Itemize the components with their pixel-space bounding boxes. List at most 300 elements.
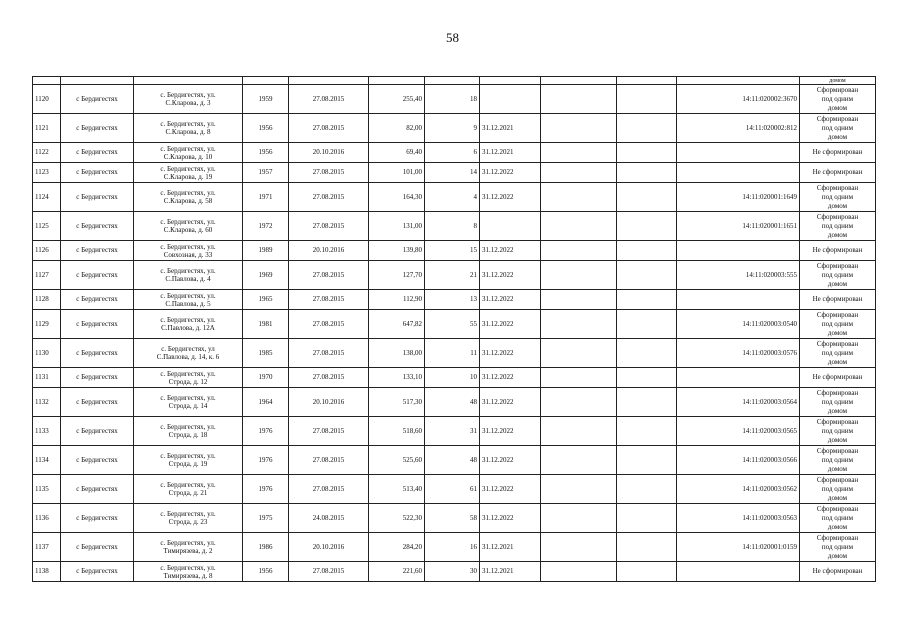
- deadline-cell: 31.12.2022: [480, 163, 541, 183]
- empty-cell: [617, 261, 677, 290]
- status-line: под одним: [821, 348, 854, 357]
- date-cell: 20.10.2016: [289, 143, 369, 163]
- table-cell: [243, 77, 289, 85]
- locality-cell: с Бердигестях: [61, 339, 134, 368]
- address-line: с. Бердигестях, ул.: [160, 120, 216, 128]
- date-cell: 27.08.2015: [289, 368, 369, 388]
- table-row-continued: [33, 77, 876, 85]
- status-line: под одним: [821, 221, 854, 230]
- locality-cell: с Бердигестях: [61, 533, 134, 562]
- address-line: с. Бердигестях, ул.: [160, 539, 216, 547]
- status-line: Сформирован: [816, 212, 859, 221]
- address-line: с. Бердигестях, ул.: [160, 242, 216, 251]
- status-line: Сформирован: [816, 504, 859, 513]
- address-line: Тимирязева, д. 8: [163, 571, 213, 580]
- address-line: Строда, д. 21: [168, 489, 208, 497]
- table-row: [33, 533, 876, 562]
- cadastral-number-cell: 14:11:020003:0566: [677, 446, 800, 475]
- cadastral-number-cell: 14:11:020001:1651: [677, 212, 800, 241]
- status-line: Не сформирован: [812, 567, 863, 575]
- cadastral-number-cell: 14:11:020002:812: [677, 114, 800, 143]
- status-cell: [800, 562, 876, 582]
- area-cell: 221,60: [369, 562, 425, 582]
- status-line: Сформирован: [816, 310, 859, 319]
- row-number-cell: 1127: [33, 261, 61, 290]
- date-cell: 27.08.2015: [289, 114, 369, 143]
- table-row: [33, 368, 876, 388]
- row-number-cell: 1130: [33, 339, 61, 368]
- status-cell: [800, 475, 876, 504]
- empty-cell: [617, 143, 677, 163]
- status-line: Сформирован: [816, 114, 859, 123]
- year-built-cell: 1970: [243, 368, 289, 388]
- status-cell: [800, 212, 876, 241]
- empty-cell: [617, 388, 677, 417]
- area-cell: 522,30: [369, 504, 425, 533]
- row-number-cell: 1131: [33, 368, 61, 388]
- empty-cell: [617, 290, 677, 310]
- empty-cell: [541, 533, 617, 562]
- table-row: [33, 562, 876, 582]
- status-line: домом: [827, 435, 848, 444]
- address-line: Строда, д. 23: [168, 518, 208, 526]
- apartments-cell: 4: [425, 183, 480, 212]
- address-cell: [134, 310, 243, 339]
- status-line: под одним: [821, 426, 854, 435]
- empty-cell: [541, 339, 617, 368]
- address-line: с. Бердигестях, ул.: [160, 189, 216, 197]
- status-line: Сформирован: [816, 388, 859, 397]
- address-cell: [134, 212, 243, 241]
- deadline-cell: 31.12.2022: [480, 475, 541, 504]
- locality-cell: с Бердигестях: [61, 562, 134, 582]
- table-row: [33, 417, 876, 446]
- row-number-cell: 1122: [33, 143, 61, 163]
- locality-cell: с Бердигестях: [61, 85, 134, 114]
- empty-cell: [617, 417, 677, 446]
- apartments-cell: 14: [425, 163, 480, 183]
- housing-register-table: [32, 76, 876, 582]
- address-cell: [134, 143, 243, 163]
- empty-cell: [617, 163, 677, 183]
- empty-cell: [541, 562, 617, 582]
- table-row: [33, 163, 876, 183]
- status-line: под одним: [821, 397, 854, 406]
- date-cell: 27.08.2015: [289, 417, 369, 446]
- table-cell: [480, 77, 541, 85]
- year-built-cell: 1969: [243, 261, 289, 290]
- area-cell: 112,90: [369, 290, 425, 310]
- status-line: домом: [827, 464, 848, 473]
- address-cell: [134, 504, 243, 533]
- area-cell: 139,80: [369, 241, 425, 261]
- address-cell: [134, 339, 243, 368]
- locality-cell: с Бердигестях: [61, 504, 134, 533]
- apartments-cell: 10: [425, 368, 480, 388]
- address-line: С.Кларова, д. 19: [163, 172, 213, 181]
- address-line: с. Бердигестях, ул.: [160, 91, 216, 99]
- address-line: с. Бердигестях, ул.: [160, 218, 216, 226]
- locality-cell: с Бердигестях: [61, 143, 134, 163]
- status-cell: [800, 533, 876, 562]
- cadastral-number-cell: 14:11:020001:0159: [677, 533, 800, 562]
- date-cell: 27.08.2015: [289, 475, 369, 504]
- table-row: [33, 183, 876, 212]
- status-line: Сформирован: [816, 339, 859, 348]
- locality-cell: с Бердигестях: [61, 290, 134, 310]
- empty-cell: [617, 339, 677, 368]
- deadline-cell: 31.12.2022: [480, 504, 541, 533]
- locality-cell: с Бердигестях: [61, 261, 134, 290]
- table-body: [33, 77, 876, 582]
- cadastral-number-cell: [677, 290, 800, 310]
- table-row: [33, 290, 876, 310]
- cadastral-number-cell: [677, 368, 800, 388]
- year-built-cell: 1971: [243, 183, 289, 212]
- area-cell: 101,00: [369, 163, 425, 183]
- status-line: домом: [827, 328, 848, 337]
- address-line: с. Бердигестях, ул.: [160, 452, 216, 460]
- deadline-cell: 31.12.2021: [480, 114, 541, 143]
- date-cell: 27.08.2015: [289, 212, 369, 241]
- year-built-cell: 1956: [243, 114, 289, 143]
- apartments-cell: 13: [425, 290, 480, 310]
- row-number-cell: 1137: [33, 533, 61, 562]
- year-built-cell: 1965: [243, 290, 289, 310]
- status-line: под одним: [821, 513, 854, 522]
- date-cell: 27.08.2015: [289, 163, 369, 183]
- status-cell: [800, 446, 876, 475]
- status-cell: [800, 310, 876, 339]
- area-cell: 513,40: [369, 475, 425, 504]
- table-row: [33, 261, 876, 290]
- address-cell: [134, 368, 243, 388]
- status-line: домом: [827, 357, 848, 366]
- status-line: домом: [827, 230, 848, 239]
- status-cell: [800, 504, 876, 533]
- status-cell: [800, 143, 876, 163]
- page-number: 58: [446, 30, 459, 45]
- address-cell: [134, 85, 243, 114]
- locality-cell: с Бердигестях: [61, 388, 134, 417]
- status-line: домом: [827, 132, 848, 141]
- status-cell: [800, 241, 876, 261]
- status-line: Сформирован: [816, 183, 859, 192]
- area-cell: 164,30: [369, 183, 425, 212]
- empty-cell: [541, 446, 617, 475]
- year-built-cell: 1956: [243, 562, 289, 582]
- apartments-cell: 11: [425, 339, 480, 368]
- cadastral-number-cell: 14:11:020003:0565: [677, 417, 800, 446]
- area-cell: 69,40: [369, 143, 425, 163]
- empty-cell: [541, 114, 617, 143]
- address-cell: [134, 388, 243, 417]
- status-line: домом: [827, 103, 848, 112]
- table-row: [33, 388, 876, 417]
- date-cell: 24.08.2015: [289, 504, 369, 533]
- address-cell: [134, 562, 243, 582]
- deadline-cell: [480, 212, 541, 241]
- status-cell: [800, 77, 876, 85]
- apartments-cell: 8: [425, 212, 480, 241]
- year-built-cell: 1975: [243, 504, 289, 533]
- locality-cell: с Бердигестях: [61, 368, 134, 388]
- status-line: домом: [827, 493, 848, 502]
- deadline-cell: 31.12.2022: [480, 310, 541, 339]
- empty-cell: [541, 504, 617, 533]
- deadline-cell: 31.12.2021: [480, 533, 541, 562]
- address-line: С.Кларова, д. 58: [163, 197, 213, 205]
- area-cell: 518,60: [369, 417, 425, 446]
- empty-cell: [541, 163, 617, 183]
- address-line: С.Павлова, д. 14, к. 6: [156, 353, 220, 361]
- cadastral-number-cell: [677, 163, 800, 183]
- table-cell: [425, 77, 480, 85]
- status-line: Сформирован: [816, 85, 859, 94]
- area-cell: 255,40: [369, 85, 425, 114]
- table-row: [33, 339, 876, 368]
- address-line: с. Бердигестях, ул.: [160, 316, 216, 324]
- empty-cell: [541, 212, 617, 241]
- address-cell: [134, 261, 243, 290]
- cadastral-number-cell: 14:11:020003:0564: [677, 388, 800, 417]
- table-cell: [541, 77, 617, 85]
- empty-cell: [617, 368, 677, 388]
- area-cell: 131,00: [369, 212, 425, 241]
- status-line: Сформирован: [816, 261, 859, 270]
- deadline-cell: 31.12.2021: [480, 143, 541, 163]
- status-cell: [800, 339, 876, 368]
- locality-cell: с Бердигестях: [61, 446, 134, 475]
- address-line: С.Павлова, д. 12А: [161, 324, 215, 332]
- year-built-cell: 1986: [243, 533, 289, 562]
- deadline-cell: 31.12.2022: [480, 261, 541, 290]
- date-cell: 20.10.2016: [289, 241, 369, 261]
- date-cell: 27.08.2015: [289, 562, 369, 582]
- address-line: С.Павлова, д. 4: [165, 275, 211, 283]
- status-line: под одним: [821, 94, 854, 103]
- address-line: с. Бердигестях, ул.: [160, 369, 216, 378]
- address-cell: [134, 241, 243, 261]
- year-built-cell: 1976: [243, 417, 289, 446]
- address-cell: [134, 183, 243, 212]
- deadline-cell: 31.12.2022: [480, 241, 541, 261]
- empty-cell: [541, 241, 617, 261]
- apartments-cell: 48: [425, 446, 480, 475]
- address-cell: [134, 114, 243, 143]
- empty-cell: [541, 475, 617, 504]
- date-cell: 20.10.2016: [289, 533, 369, 562]
- table-row: [33, 446, 876, 475]
- cadastral-number-cell: 14:11:020003:0563: [677, 504, 800, 533]
- empty-cell: [617, 446, 677, 475]
- status-line: домом: [827, 279, 848, 288]
- year-built-cell: 1972: [243, 212, 289, 241]
- empty-cell: [541, 417, 617, 446]
- table-cell: [677, 77, 800, 85]
- date-cell: 27.08.2015: [289, 261, 369, 290]
- area-cell: 133,10: [369, 368, 425, 388]
- status-line: Сформирован: [816, 417, 859, 426]
- status-line: Не сформирован: [812, 373, 863, 381]
- table-cell: [617, 77, 677, 85]
- cadastral-number-cell: 14:11:020001:1649: [677, 183, 800, 212]
- year-built-cell: 1959: [243, 85, 289, 114]
- table-row: [33, 85, 876, 114]
- row-number-cell: 1124: [33, 183, 61, 212]
- locality-cell: с Бердигестях: [61, 310, 134, 339]
- status-line: под одним: [821, 192, 854, 201]
- date-cell: 27.08.2015: [289, 183, 369, 212]
- deadline-cell: [480, 85, 541, 114]
- date-cell: 20.10.2016: [289, 388, 369, 417]
- cadastral-number-cell: 14:11:020003:555: [677, 261, 800, 290]
- date-cell: 27.08.2015: [289, 85, 369, 114]
- address-line: Строда, д. 14: [168, 402, 208, 410]
- status-cell: [800, 114, 876, 143]
- row-number-cell: 1132: [33, 388, 61, 417]
- date-cell: 27.08.2015: [289, 339, 369, 368]
- cadastral-number-cell: 14:11:020003:0540: [677, 310, 800, 339]
- cadastral-number-cell: [677, 143, 800, 163]
- status-line: под одним: [821, 319, 854, 328]
- address-cell: [134, 417, 243, 446]
- table-row: [33, 241, 876, 261]
- address-line: Совхозная, д. 33: [163, 250, 213, 259]
- status-line: под одним: [821, 123, 854, 132]
- apartments-cell: 9: [425, 114, 480, 143]
- address-line: с. Бердигестях, ул.: [160, 394, 216, 402]
- table-row: [33, 310, 876, 339]
- address-line: с. Бердигестях, ул: [161, 345, 215, 353]
- empty-cell: [541, 388, 617, 417]
- row-number-cell: 1134: [33, 446, 61, 475]
- status-line: под одним: [821, 270, 854, 279]
- row-number-cell: 1126: [33, 241, 61, 261]
- date-cell: 27.08.2015: [289, 290, 369, 310]
- row-number-cell: 1135: [33, 475, 61, 504]
- locality-cell: с Бердигестях: [61, 475, 134, 504]
- status-line: под одним: [821, 484, 854, 493]
- status-line: Не сформирован: [812, 295, 863, 303]
- cadastral-number-cell: [677, 562, 800, 582]
- empty-cell: [617, 114, 677, 143]
- table-row: [33, 504, 876, 533]
- address-cell: [134, 163, 243, 183]
- table-cell: [134, 77, 243, 85]
- table-row: [33, 143, 876, 163]
- date-cell: 27.08.2015: [289, 446, 369, 475]
- empty-cell: [541, 310, 617, 339]
- locality-cell: с Бердигестях: [61, 212, 134, 241]
- empty-cell: [617, 562, 677, 582]
- apartments-cell: 48: [425, 388, 480, 417]
- row-number-cell: 1129: [33, 310, 61, 339]
- empty-cell: [617, 310, 677, 339]
- status-text: домом: [829, 77, 846, 84]
- row-number-cell: 1123: [33, 163, 61, 183]
- empty-cell: [617, 85, 677, 114]
- apartments-cell: 15: [425, 241, 480, 261]
- area-cell: 284,20: [369, 533, 425, 562]
- area-cell: 82,00: [369, 114, 425, 143]
- empty-cell: [617, 212, 677, 241]
- address-line: с. Бердигестях, ул.: [160, 423, 216, 431]
- table-cell: [289, 77, 369, 85]
- status-line: домом: [827, 522, 848, 531]
- status-line: домом: [827, 551, 848, 560]
- deadline-cell: 31.12.2022: [480, 446, 541, 475]
- year-built-cell: 1989: [243, 241, 289, 261]
- table-row: [33, 475, 876, 504]
- address-cell: [134, 533, 243, 562]
- address-line: с. Бердигестях, ул.: [160, 563, 216, 572]
- locality-cell: с Бердигестях: [61, 241, 134, 261]
- address-cell: [134, 475, 243, 504]
- status-line: Сформирован: [816, 475, 859, 484]
- address-line: с. Бердигестях, ул.: [160, 510, 216, 518]
- empty-cell: [617, 475, 677, 504]
- address-line: с. Бердигестях, ул.: [160, 164, 216, 173]
- table-cell: [61, 77, 134, 85]
- status-cell: [800, 417, 876, 446]
- empty-cell: [541, 261, 617, 290]
- apartments-cell: 61: [425, 475, 480, 504]
- apartments-cell: 6: [425, 143, 480, 163]
- year-built-cell: 1976: [243, 446, 289, 475]
- row-number-cell: 1120: [33, 85, 61, 114]
- cadastral-number-cell: 14:11:020003:0576: [677, 339, 800, 368]
- deadline-cell: 31.12.2022: [480, 183, 541, 212]
- row-number-cell: 1121: [33, 114, 61, 143]
- address-line: Строда, д. 19: [168, 460, 208, 468]
- empty-cell: [541, 183, 617, 212]
- row-number-cell: 1138: [33, 562, 61, 582]
- locality-cell: с Бердигестях: [61, 114, 134, 143]
- cadastral-number-cell: [677, 241, 800, 261]
- empty-cell: [617, 241, 677, 261]
- year-built-cell: 1981: [243, 310, 289, 339]
- status-line: под одним: [821, 542, 854, 551]
- deadline-cell: 31.12.2022: [480, 290, 541, 310]
- status-line: Сформирован: [816, 533, 859, 542]
- address-line: с. Бердигестях, ул.: [160, 144, 216, 153]
- address-line: Строда, д. 18: [168, 431, 208, 439]
- area-cell: 647,82: [369, 310, 425, 339]
- status-cell: [800, 85, 876, 114]
- row-number-cell: 1125: [33, 212, 61, 241]
- status-cell: [800, 368, 876, 388]
- address-line: с. Бердигестях, ул.: [160, 291, 216, 300]
- address-line: С.Кларова, д. 60: [163, 226, 213, 234]
- empty-cell: [617, 504, 677, 533]
- area-cell: 517,30: [369, 388, 425, 417]
- address-line: С.Кларова, д. 8: [165, 128, 211, 136]
- deadline-cell: 31.12.2022: [480, 417, 541, 446]
- status-cell: [800, 163, 876, 183]
- status-line: домом: [827, 201, 848, 210]
- status-line: Сформирован: [816, 446, 859, 455]
- year-built-cell: 1985: [243, 339, 289, 368]
- table-row: [33, 114, 876, 143]
- row-number-cell: 1133: [33, 417, 61, 446]
- address-line: С.Кларова, д. 10: [163, 152, 213, 161]
- status-cell: [800, 388, 876, 417]
- status-line: под одним: [821, 455, 854, 464]
- address-cell: [134, 446, 243, 475]
- year-built-cell: 1956: [243, 143, 289, 163]
- apartments-cell: 18: [425, 85, 480, 114]
